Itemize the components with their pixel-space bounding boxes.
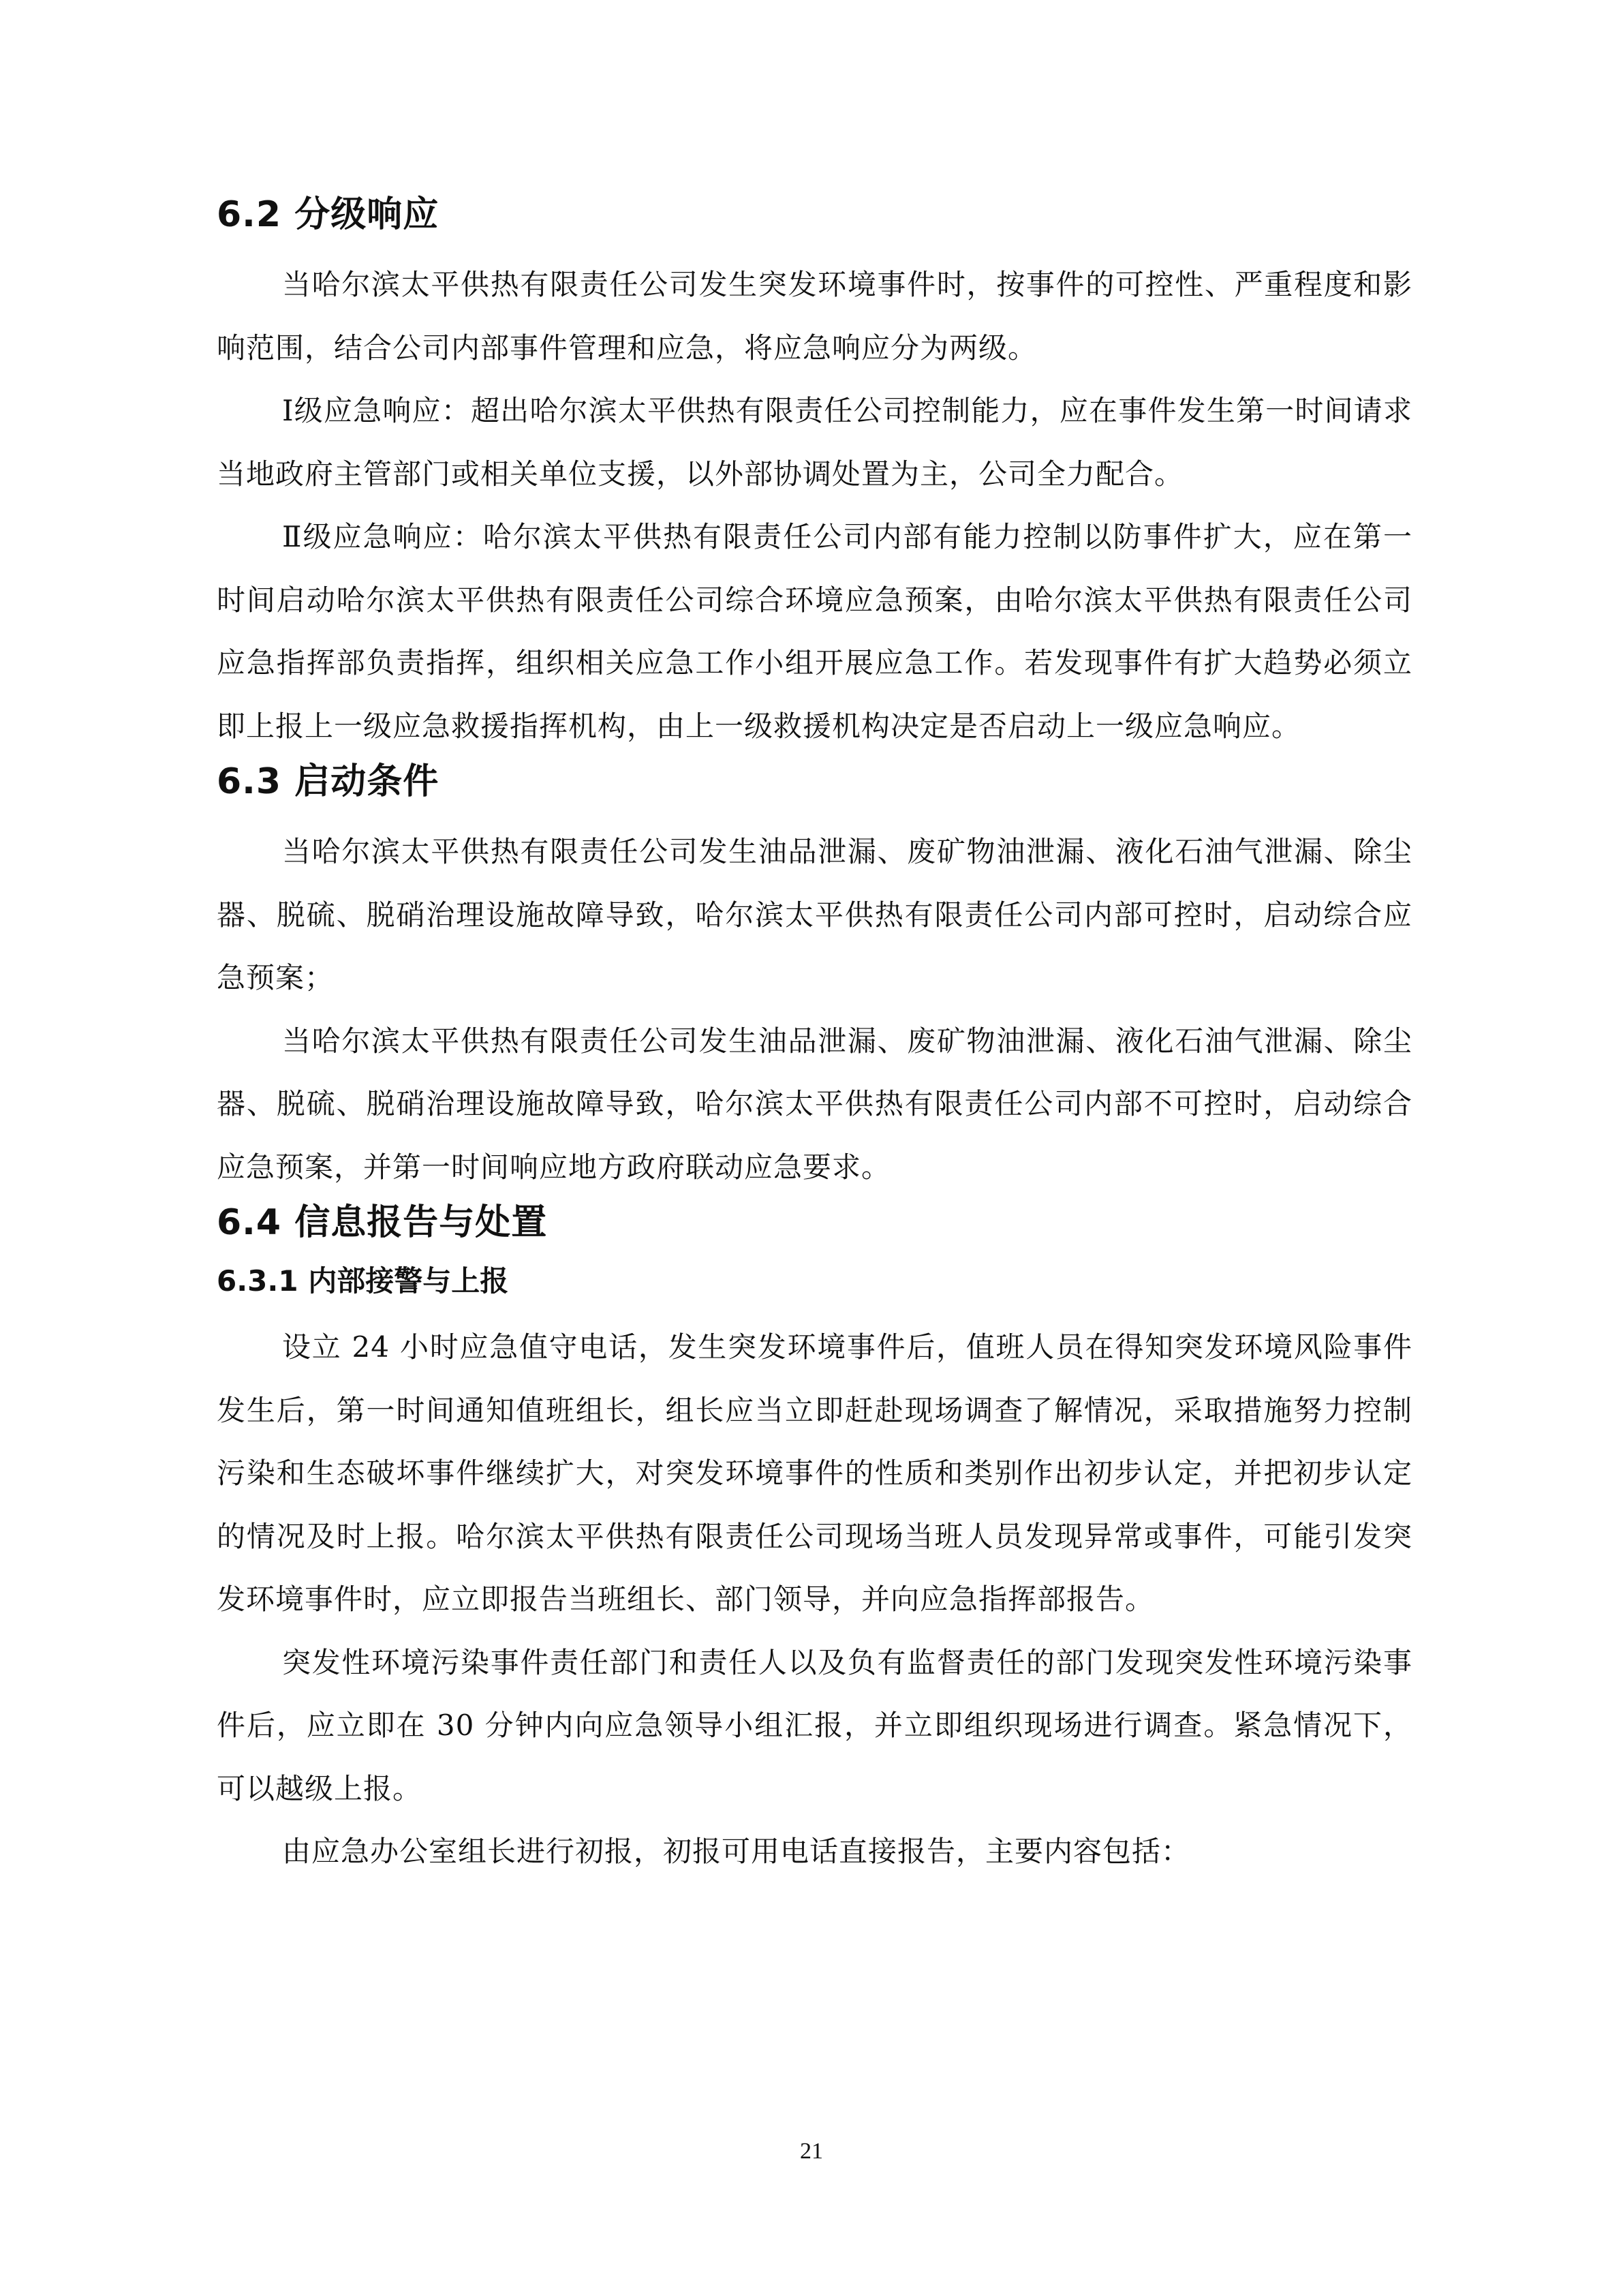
paragraph: 设立 24 小时应急值守电话，发生突发环境事件后，值班人员在得知突发环境风险事件发生后，第一时间通知值班组长，组长应当立即赶赴现场调查了解情况，采取措施努力控制污染和生态破坏事件继续扩大，对突发环境事件的性质和类别作出初步认定，并把初步认定的情况及时上报。哈尔滨太平供热有限责任公司现场当班人员发现异常或事件，可能引发突发环境事件时，应立即报告当班组长、部门领导，并向应急指挥部报告。	[217, 1330, 1412, 1616]
page-number: 21	[800, 2139, 823, 2164]
document-page	[217, 191, 1412, 1884]
paragraph: Ⅱ级应急响应：哈尔滨太平供热有限责任公司内部有能力控制以防事件扩大，应在第一时间启动哈尔滨太平供热有限责任公司综合环境应急预案，由哈尔滨太平供热有限责任公司应急指挥部负责指挥，组织相关应急工作小组开展应急工作。若发现事件有扩大趋势必须立即上报上一级应急救援指挥机构，由上一级救援机构决定是否启动上一级应急响应。	[217, 520, 1412, 743]
paragraph: 突发性环境污染事件责任部门和责任人以及负有监督责任的部门发现突发性环境污染事件后，应立即在 30 分钟内向应急领导小组汇报，并立即组织现场进行调查。紧急情况下，可以越级上报。	[217, 1645, 1412, 1805]
paragraph: 当哈尔滨太平供热有限责任公司发生突发环境事件时，按事件的可控性、严重程度和影响范围，结合公司内部事件管理和应急，将应急响应分为两级。	[217, 268, 1412, 365]
section-title-6-2: 6.2 分级响应	[217, 194, 439, 235]
paragraph: 当哈尔滨太平供热有限责任公司发生油品泄漏、废矿物油泄漏、液化石油气泄漏、除尘器、脱硫、脱硝治理设施故障导致，哈尔滨太平供热有限责任公司内部不可控时，启动综合应急预案，并第一时间响应地方政府联动应急要求。	[217, 1024, 1412, 1184]
subsection-title-6-3-1: 6.3.1 内部接警与上报	[217, 1264, 509, 1298]
paragraph: 由应急办公室组长进行初报，初报可用电话直接报告，主要内容包括：	[282, 1835, 1191, 1868]
section-title-6-4: 6.4 信息报告与处置	[217, 1202, 548, 1243]
paragraph: 当哈尔滨太平供热有限责任公司发生油品泄漏、废矿物油泄漏、液化石油气泄漏、除尘器、脱硫、脱硝治理设施故障导致，哈尔滨太平供热有限责任公司内部可控时，启动综合应急预案；	[217, 835, 1412, 994]
section-title-6-3: 6.3 启动条件	[217, 761, 439, 802]
paragraph: Ⅰ级应急响应：超出哈尔滨太平供热有限责任公司控制能力，应在事件发生第一时间请求当地政府主管部门或相关单位支援，以外部协调处置为主，公司全力配合。	[217, 394, 1412, 491]
